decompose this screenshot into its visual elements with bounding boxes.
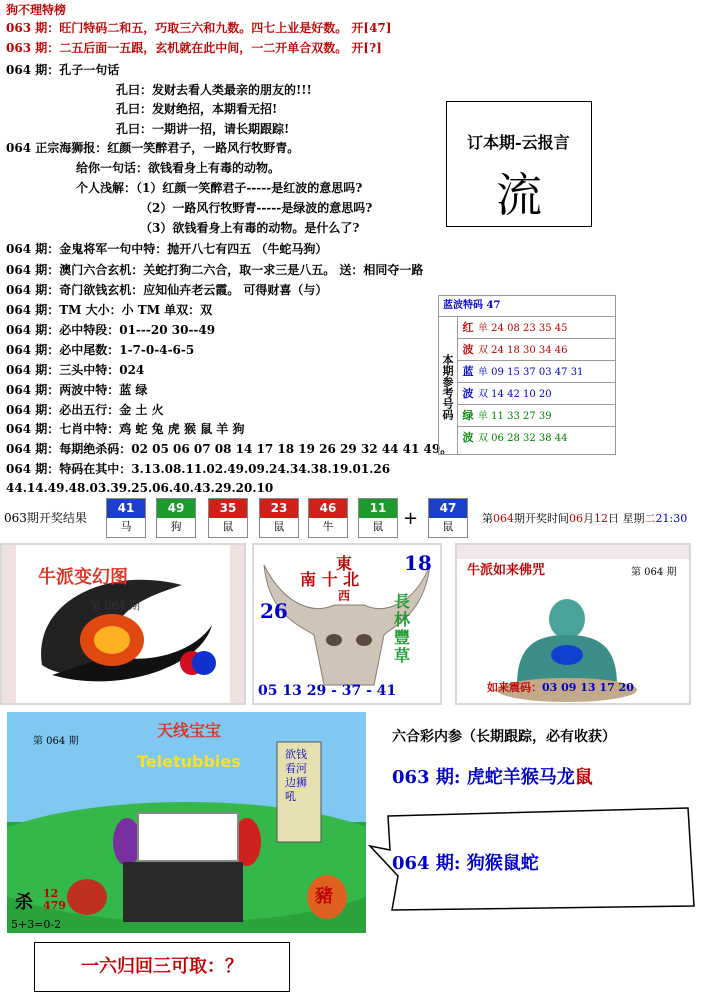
panel3-issue: 第 064 期 [631,567,677,578]
tele-pig-char: 豬 [315,886,333,907]
text-line: （3）欲钱看身上有毒的动物。是什么了? [140,221,360,235]
text-line: 064 期：七肖中特：鸡 蛇 兔 虎 猴 鼠 羊 狗 [6,422,245,436]
panel2-side: 長林豐草 [394,592,411,665]
panel-buddha [455,543,691,705]
draw-time [482,510,687,526]
line-063-b: 063 期：二五后面一五跟，玄机就在此中间，一二开单合双数。 开[?] [6,41,382,55]
draw-time-day: 12 [594,512,608,525]
draw-time-pre: 第 [482,512,493,525]
wave-row [458,317,615,339]
flow-box-char: 流 [496,168,542,222]
draw-time-month-label: 月 [583,512,594,525]
panel3-bottom [487,679,634,695]
results-title: 063期开奖结果 [4,511,87,525]
wave-row [458,427,615,448]
wave-row-nums: 双 14 42 10 20 [478,389,552,400]
bottom-box-text: 一六归回三可取：？ [81,956,243,977]
text-line: 064 期：必出五行：金 土 火 [6,403,164,417]
text-line: 064 期：必中特段：01---20 30--49 [6,323,216,337]
result-ball-zodiac: 马 [120,520,132,533]
line-063-zodiac-last: 鼠 [574,767,593,788]
inside-title: 六合彩内参（长期跟踪，必有收获） [392,729,616,745]
result-ball [156,498,196,538]
wave-table-side [439,316,458,454]
wave-row [458,405,615,427]
result-ball-zodiac: 狗 [170,520,182,533]
wave-table-header: 蓝波特码 47 [439,296,615,317]
panel-swirl [0,543,246,705]
draw-time-weekday: 二 [644,512,656,525]
result-ball-zodiac: 鼠 [442,520,454,533]
flow-box [446,101,592,227]
wave-row-key: 波 [462,387,474,400]
line-064-zodiac: 064 期: 狗猴鼠蛇 [392,853,539,874]
wave-row [458,383,615,405]
line-063-a: 063 期：旺门特码二和五，巧取三六和九数。四七上业是好数。 开[47] [6,21,392,35]
draw-time-month: 06 [569,512,583,525]
line-063-zodiac-main: 063 期: 虎蛇羊猴马龙 [392,767,575,788]
wave-row-key: 绿 [462,409,474,422]
tele-kill-nums: 12 479 [43,887,66,912]
wave-row-nums: 双 06 28 32 38 44 [478,433,568,444]
bottom-box [34,942,290,992]
tele-issue: 第 064 期 [33,736,79,747]
teletubbies-panel [7,712,366,933]
page-title: 狗不理特榜 [6,3,67,17]
tele-kill-label: 杀 [15,892,33,913]
result-ball-number: 23 [260,499,298,518]
panel3-bottom-nums: 03 09 13 17 20 [542,681,634,694]
result-ball [428,498,468,538]
text-line: 064 期：每期绝杀码：02 05 06 07 08 14 17 18 19 26 29 32 44 41 49。 [6,442,453,456]
text-line: （2）一路风行牧野青-----是绿波的意思吗? [140,201,373,215]
wave-row-nums: 双 24 18 30 34 46 [478,345,568,356]
result-ball-number: 49 [157,499,195,518]
result-ball [259,498,299,538]
tele-side: 欲钱看河边狮吼 [285,748,307,803]
text-line: 064 期：TM 大小：小 TM 单双：双 [6,303,213,317]
panel1-issue: 第 064 期 [90,599,140,612]
result-ball [308,498,348,538]
draw-time-clock: 21:30 [655,512,688,525]
text-line: 44.14.49.48.03.39.25.06.40.43.29.20.10 [6,481,274,495]
result-ball [106,498,146,538]
text-line: 064 期：奇门欲钱玄机：应知仙卉老云霞。 可得财喜（与） [6,283,328,297]
text-line: 064 正宗海狮报：红颜一笑醉君子，一路风行牧野青。 [6,141,300,155]
draw-time-issue: 064 [493,512,514,525]
wave-row-nums: 单 24 08 23 35 45 [478,323,568,334]
panel3-title: 牛派如来佛咒 [467,563,546,578]
result-ball-number: 35 [209,499,247,518]
text-line: 064 期：必中尾数：1-7-0-4-6-5 [6,343,195,357]
text-line: 064 期：特码在其中：3.13.08.11.02.49.09.24.34.38.19.01.26 [6,462,391,476]
wave-row [458,339,615,361]
flow-box-title: 订本期-云报言 [467,133,570,152]
text-line: 孔曰：发财去看人类最亲的朋友的!!! [116,83,312,97]
result-ball [358,498,398,538]
panel-skull [252,543,442,705]
text-line: 064 期：两波中特：蓝 绿 [6,383,148,397]
tele-logo: Teletubbies [137,752,241,771]
text-line: 064 期：孔子一句话 [6,63,120,77]
panel2-compass: 南 十 北 [300,570,360,589]
tele-blank-board [137,812,239,862]
tele-formula: 5+3=0-2 [11,918,62,931]
panel2-bottom: 05 13 29 - 37 - 41 [258,683,397,699]
result-ball-zodiac: 牛 [322,520,334,533]
wave-row-key: 波 [462,343,474,356]
wave-row-nums: 单 11 33 27 39 [478,411,552,422]
tele-title: 天线宝宝 [157,721,222,740]
result-ball-number: 47 [429,499,467,518]
panel3-bottom-label: 如来震码： [487,681,542,694]
wave-row-key: 波 [462,431,474,444]
panel2-num2: 26 [260,599,288,623]
text-line: 给你一句话：欲钱看身上有毒的动物。 [76,161,281,175]
result-ball-number: 41 [107,499,145,518]
result-ball-number: 46 [309,499,347,518]
panel2-num1: 18 [404,551,432,575]
text-line: 064 期：澳门六合玄机：关蛇打狗二六合，取一求三是八五。 送：相同夺一路 [6,263,424,277]
text-line: 064 期：金鬼将军一句中特：抛开八七有四五 （牛蛇马狗） [6,242,328,256]
result-ball [208,498,248,538]
line-063-zodiac [392,763,593,789]
wave-table-side-label: 本期参考号码 [441,353,454,420]
result-ball-zodiac: 鼠 [273,520,285,533]
wave-row [458,361,615,383]
wave-row-key: 红 [462,321,474,334]
text-line: 孔曰：一期讲一招，请长期跟踪! [116,122,290,136]
result-ball-zodiac: 鼠 [222,520,234,533]
result-ball-number: 11 [359,499,397,518]
plus-sign: + [403,508,419,529]
wave-row-nums: 单 09 15 37 03 47 31 [478,367,584,378]
wave-row-key: 蓝 [462,365,474,378]
wave-table [438,295,616,455]
draw-time-day-label: 日 星期 [608,512,645,525]
panel2-west: 西 [338,589,351,603]
draw-time-mid: 期开奖时间 [514,512,569,525]
text-line: 孔曰：发财绝招，本期看无招! [116,102,278,116]
panel1-title: 牛派变幻图 [38,567,128,588]
text-line: 064 期：三头中特：024 [6,363,145,377]
result-ball-zodiac: 鼠 [372,520,384,533]
text-line: 个人浅解：（1）红颜一笑醉君子-----是红波的意思吗? [76,181,363,195]
panel2-east: 東 [336,554,353,573]
